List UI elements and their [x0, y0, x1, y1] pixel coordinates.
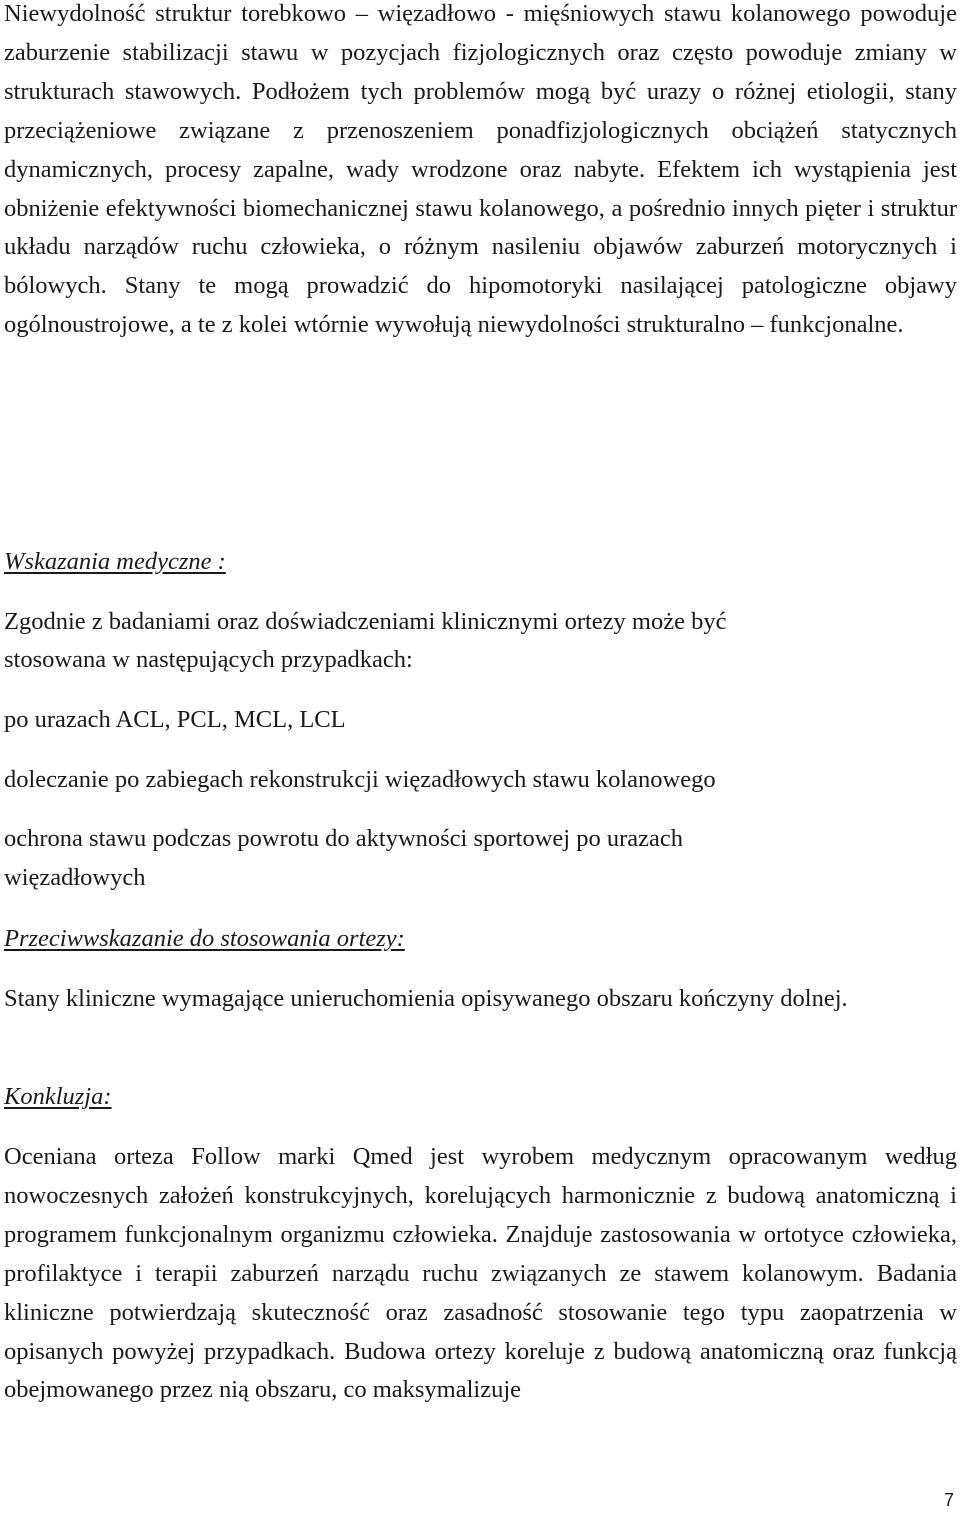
conclusion-text: Oceniana orteza Follow marki Qmed jest wyrobem medycznym opracowanym według nowoczesnych założeń konstrukcyjnych, korelujących harmonicznie z budową anatomiczną i programem funkcjonalnym organizmu człowieka. Znajduje zastosowania w ortotyce człowieka, profilaktyce i terapii zaburzeń narządu ruchu związanych ze stawem kolanowym. Badania kliniczne potwierdzają skuteczność oraz zasadność stosowanie tego typu zaopatrzenia w opisanych powyżej przypadkach. Budowa ortezy koreluje z budową anatomiczną oraz funkcją obejmowanego przez nią obszaru, co maksymalizuje	[4, 1143, 957, 1404]
page-number: 7	[943, 1490, 954, 1510]
intro-paragraph: Niewydolność struktur torebkowo – więzadłowo - mięśniowych stawu kolanowego powoduje zaburzenie stabilizacji stawu w pozycjach fizjologicznych oraz często powoduje zmiany w strukturach stawowych. Podłożem tych problemów mogą być urazy o różnej etiologii, stany przeciążeniowe związane z przenoszeniem ponadfizjologicznych obciążeń statycznych dynamicznych, procesy zapalne, wady wrodzone oraz nabyte. Efektem ich wystąpienia jest obniżenie efektywności biomechanicznej stawu kolanowego, a pośrednio innych pięter i struktur układu narządów ruchu człowieka, o różnym nasileniu objawów zaburzeń motorycznych i bólowych. Stany te mogą prowadzić do hipomotoryki nasilającej patologiczne objawy ogólnoustrojowe, a te z kolei wtórnie wywołują niewydolności strukturalno – funkcjonalne.	[4, 0, 957, 339]
indication-item-reconstruction: doleczanie po zabiegach rekonstrukcji więzadłowych stawu kolanowego	[4, 766, 716, 793]
indication-item-sport-line-1: ochrona stawu podczas powrotu do aktywności sportowej po urazach	[4, 825, 684, 852]
contraindications-heading: Przeciwwskazanie do stosowania ortezy:	[4, 925, 405, 952]
indications-heading: Wskazania medyczne :	[4, 548, 226, 575]
indications-lead-line-2: stosowana w następujących przypadkach:	[4, 646, 413, 673]
contraindications-text: Stany kliniczne wymagające unieruchomienia opisywanego obszaru kończyny dolnej.	[4, 985, 848, 1012]
indication-item-acl: po urazach ACL, PCL, MCL, LCL	[4, 706, 346, 733]
indications-lead-line-1: Zgodnie z badaniami oraz doświadczeniami klinicznymi ortezy może być	[4, 608, 727, 635]
conclusion-heading: Konkluzja:	[4, 1083, 112, 1110]
indication-item-sport-line-2: więzadłowych	[4, 864, 146, 891]
